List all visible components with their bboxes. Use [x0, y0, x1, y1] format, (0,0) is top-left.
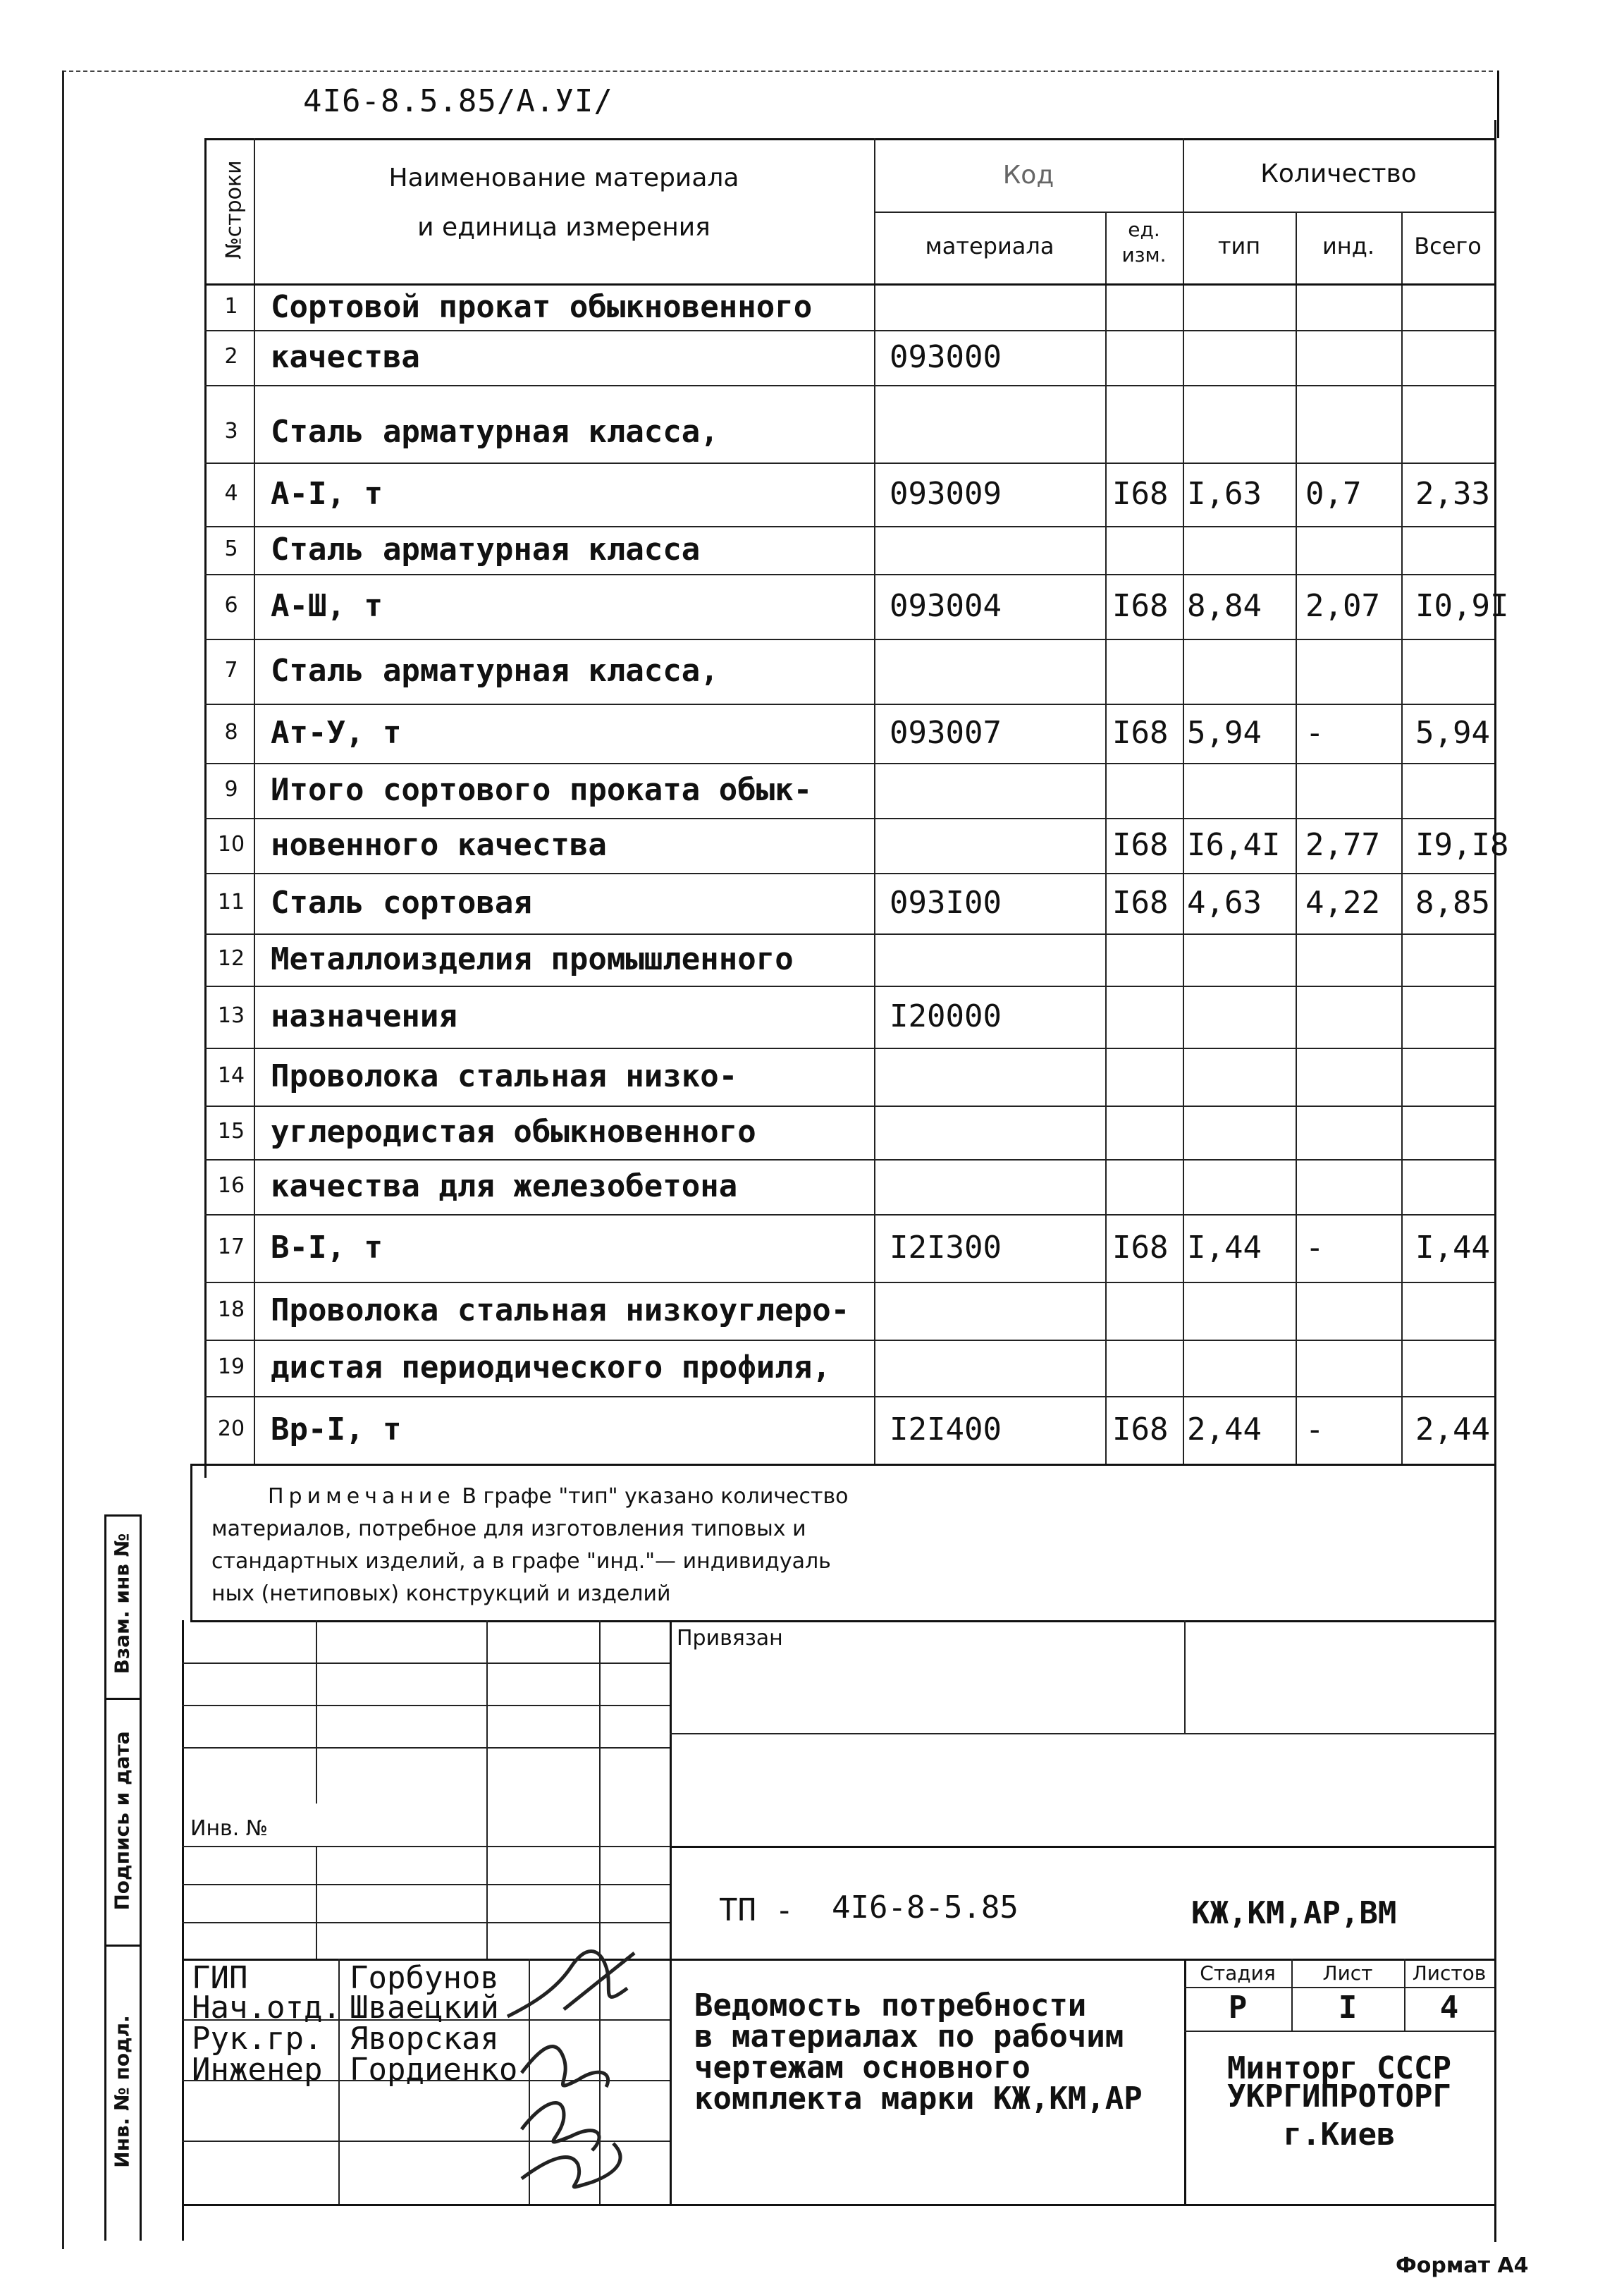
qty-type: I6,4I [1187, 827, 1281, 863]
side-column-right [140, 1514, 142, 2241]
material-name: Сталь арматурная класса, [271, 653, 719, 689]
stamp-top [190, 1620, 1494, 1622]
material-name: В-I, т [271, 1230, 383, 1266]
qty-total: I0,9I [1415, 588, 1509, 624]
note-line2: материалов, потребное для изготовления типовых и [211, 1517, 806, 1541]
note-line1 [268, 1481, 1325, 1513]
side-label-inv-podl: Инв. № подл. [110, 2015, 134, 2168]
row-number: 12 [217, 946, 245, 971]
stamp-grid-h5 [182, 1884, 670, 1885]
row-number: 20 [217, 1416, 245, 1441]
table-top-border [204, 138, 1494, 140]
row-separator [204, 1396, 1494, 1397]
stamp-person-name: Яворская [350, 2021, 499, 2057]
stamp-inv-no: Инв. № [190, 1816, 269, 1841]
row-number: 7 [224, 658, 238, 682]
material-name: дистая периодического профиля, [271, 1349, 831, 1385]
material-name: Сталь сортовая [271, 885, 532, 921]
row-number: 19 [217, 1354, 245, 1379]
row-number: 4 [224, 481, 238, 506]
stamp-privyazan-right [1184, 1620, 1186, 1733]
material-name: А-Ш, т [271, 588, 383, 624]
unit-code: I68 [1112, 885, 1169, 921]
stamp-title-3: чертежам основного [694, 2050, 1031, 2086]
stamp-stage-header-line [1184, 1987, 1494, 1988]
material-code: 093007 [890, 715, 1002, 751]
stamp-person-role: Нач.отд. [192, 1990, 341, 2026]
stamp-person-name: Горбунов [350, 1960, 499, 1996]
material-name: углеродистая обыкновенного [271, 1114, 756, 1150]
note-line3: стандартных изделий, а в графе "инд."— индивидуаль [211, 1549, 831, 1574]
row-separator [204, 818, 1494, 819]
stamp-person-name: Гордиенко [350, 2052, 518, 2088]
qty-ind: 0,7 [1305, 476, 1362, 512]
stamp-title-2: в материалах по рабочим [694, 2019, 1124, 2055]
header-row-number: №строки [221, 160, 247, 259]
qty-ind: 2,77 [1305, 827, 1380, 863]
material-code: 093000 [890, 339, 1002, 375]
material-name: Металлоизделия промышленного [271, 941, 794, 977]
stamp-grid-v1 [316, 1620, 317, 1804]
col-divider-code [1105, 212, 1107, 1464]
row-separator [204, 986, 1494, 987]
stamp-tp-top [670, 1846, 1494, 1848]
stamp-grid-h3 [182, 1747, 670, 1749]
qty-total: I9,I8 [1415, 827, 1509, 863]
stamp-person-name: Шваецкий [350, 1990, 499, 2026]
format-label: Формат А4 [1396, 2253, 1529, 2278]
unit-code: I68 [1112, 827, 1169, 863]
row-separator [204, 574, 1494, 575]
stamp-person-role: ГИП [192, 1960, 248, 1996]
side-div-2 [104, 1945, 141, 1947]
row-separator [204, 526, 1494, 527]
unit-code: I68 [1112, 588, 1169, 624]
material-code: 093I00 [890, 885, 1002, 921]
col-divider-name [874, 138, 875, 1464]
header-code-group: Код [1002, 161, 1054, 190]
row-number: 9 [224, 777, 238, 802]
qty-ind: - [1305, 715, 1324, 751]
stamp-org-line2: УКРГИПРОТОРГ [1227, 2078, 1451, 2114]
material-code: I2I300 [890, 1230, 1002, 1266]
header-qty-total: Всего [1414, 233, 1482, 259]
header-code-unit: ед. изм. [1121, 218, 1167, 267]
side-label-vzam: Взам. инв № [110, 1533, 134, 1674]
qty-type: 8,84 [1187, 588, 1262, 624]
material-name: качества для железобетона [271, 1168, 738, 1204]
material-code: 093004 [890, 588, 1002, 624]
stamp-stage-label: Стадия [1200, 1961, 1276, 1985]
stamp-stage-value-line [1184, 2031, 1494, 2032]
note-label: Примечание [268, 1484, 455, 1509]
stamp-sheet-label: Лист [1322, 1961, 1373, 1985]
qty-total: 2,33 [1415, 476, 1490, 512]
row-number: 1 [224, 294, 238, 319]
stamp-person-role: Инженер [192, 2052, 323, 2088]
stamp-grid-h2 [182, 1705, 670, 1706]
row-separator [204, 873, 1494, 874]
material-name: Ат-У, т [271, 715, 402, 751]
stamp-tp-prefix: ТП - [719, 1892, 794, 1928]
row-number: 5 [224, 537, 238, 561]
material-code: I20000 [890, 998, 1002, 1034]
qty-total: 5,94 [1415, 715, 1490, 751]
table-left-border [204, 138, 207, 1478]
stamp-org-line1: Минторг СССР [1227, 2050, 1451, 2086]
stamp-grid-v4 [316, 1846, 317, 1959]
stamp-marks: КЖ,КМ,АР,ВМ [1191, 1895, 1397, 1931]
header-qty-type: тип [1217, 233, 1261, 259]
stamp-org-line3: г.Киев [1283, 2117, 1396, 2153]
material-name: Сталь арматурная класса, [271, 414, 719, 450]
header-mid-line [874, 212, 1494, 213]
side-label-podpis: Подпись и дата [110, 1731, 134, 1911]
qty-ind: - [1305, 1412, 1324, 1447]
row-number: 16 [217, 1173, 245, 1198]
stamp-stage-value: Р [1228, 1990, 1248, 2026]
col-divider-ind [1401, 212, 1403, 1464]
unit-code: I68 [1112, 1412, 1169, 1447]
material-name: Проволока стальная низко- [271, 1058, 738, 1094]
row-separator [204, 763, 1494, 764]
row-separator [204, 385, 1494, 386]
material-name: Вр-I, т [271, 1412, 402, 1447]
material-code: I2I400 [890, 1412, 1002, 1447]
stamp-privyazan-bottom [670, 1733, 1494, 1734]
material-name: Проволока стальная низкоуглеро- [271, 1292, 850, 1328]
qty-total: 2,44 [1415, 1412, 1490, 1447]
col-divider-unit [1183, 138, 1184, 1464]
signatures-image [493, 1904, 663, 2200]
qty-total: 8,85 [1415, 885, 1490, 921]
row-separator [204, 639, 1494, 640]
header-bottom-line [204, 283, 1494, 286]
row-separator [204, 463, 1494, 464]
stamp-sheets-label: Листов [1412, 1961, 1487, 1985]
header-qty-ind: инд. [1322, 233, 1374, 259]
document-code: 4I6-8.5.85/A.УI/ [303, 83, 613, 119]
stamp-title-1: Ведомость потребности [694, 1988, 1087, 2023]
qty-type: I,63 [1187, 476, 1262, 512]
material-name: А-I, т [271, 476, 383, 512]
unit-code: I68 [1112, 1230, 1169, 1266]
qty-type: 2,44 [1187, 1412, 1262, 1447]
material-name: назначения [271, 998, 457, 1034]
qty-type: I,44 [1187, 1230, 1262, 1266]
stamp-tp-code: 4I6-8-5.85 [832, 1890, 1019, 1925]
row-number: 15 [217, 1119, 245, 1144]
qty-type: 4,63 [1187, 885, 1262, 921]
unit-code: I68 [1112, 476, 1169, 512]
stamp-sheets-value: 4 [1439, 1990, 1459, 2026]
frame-right-top [1497, 71, 1499, 138]
stamp-grid-h1 [182, 1663, 670, 1664]
stamp-divider [670, 1620, 672, 2205]
qty-ind: 2,07 [1305, 588, 1380, 624]
qty-type: 5,94 [1187, 715, 1262, 751]
row-number: 11 [217, 890, 245, 914]
material-name: Итого сортового проката обык- [271, 772, 813, 808]
row-separator [204, 1214, 1494, 1216]
table-bottom-line [190, 1464, 1494, 1466]
table-right-border [1494, 138, 1496, 1478]
row-number: 14 [217, 1063, 245, 1088]
stamp-title-4: комплекта марки КЖ,КМ,АР [694, 2081, 1143, 2117]
row-separator [204, 1106, 1494, 1107]
row-separator [204, 933, 1494, 935]
stamp-sheet-value: I [1338, 1990, 1358, 2026]
row-separator [204, 330, 1494, 331]
note-text-1: В графе "тип" указано количество [462, 1484, 849, 1509]
header-code-material: материала [925, 233, 1054, 259]
stamp-bottom [182, 2204, 1494, 2206]
material-code: 093009 [890, 476, 1002, 512]
row-number: 17 [217, 1235, 245, 1259]
stamp-left [182, 1620, 184, 2241]
header-name-line2: и единица измерения [417, 213, 710, 242]
col-divider-type [1296, 212, 1297, 1464]
material-name: новенного качества [271, 827, 607, 863]
material-name: качества [271, 339, 420, 375]
row-number: 2 [224, 344, 238, 369]
stamp-person-role: Рук.гр. [192, 2021, 323, 2057]
row-number: 18 [217, 1297, 245, 1322]
row-separator [204, 1282, 1494, 1283]
unit-code: I68 [1112, 715, 1169, 751]
qty-ind: 4,22 [1305, 885, 1380, 921]
header-name-line1: Наименование материала [388, 164, 739, 192]
row-number: 6 [224, 593, 238, 618]
material-name: Сталь арматурная класса [271, 532, 701, 568]
row-separator [204, 1159, 1494, 1161]
material-name: Сортовой прокат обыкновенного [271, 289, 813, 325]
row-separator [204, 1340, 1494, 1341]
stamp-privyazan: Привязан [677, 1626, 783, 1651]
row-separator [204, 1048, 1494, 1049]
qty-ind: - [1305, 1230, 1324, 1266]
qty-total: I,44 [1415, 1230, 1490, 1266]
stamp-grid-h4 [182, 1846, 670, 1847]
row-number: 8 [224, 720, 238, 745]
header-qty-group: Количество [1260, 159, 1417, 188]
row-number: 3 [224, 419, 238, 443]
row-number: 13 [217, 1003, 245, 1028]
row-number: 10 [217, 832, 245, 857]
stamp-grid-v2 [486, 1620, 488, 1959]
stamp-note-left [190, 1464, 192, 1620]
note-line4: ных (нетиповых) конструкций и изделий [211, 1581, 671, 1606]
side-column-left [104, 1514, 106, 2241]
row-separator [204, 704, 1494, 705]
